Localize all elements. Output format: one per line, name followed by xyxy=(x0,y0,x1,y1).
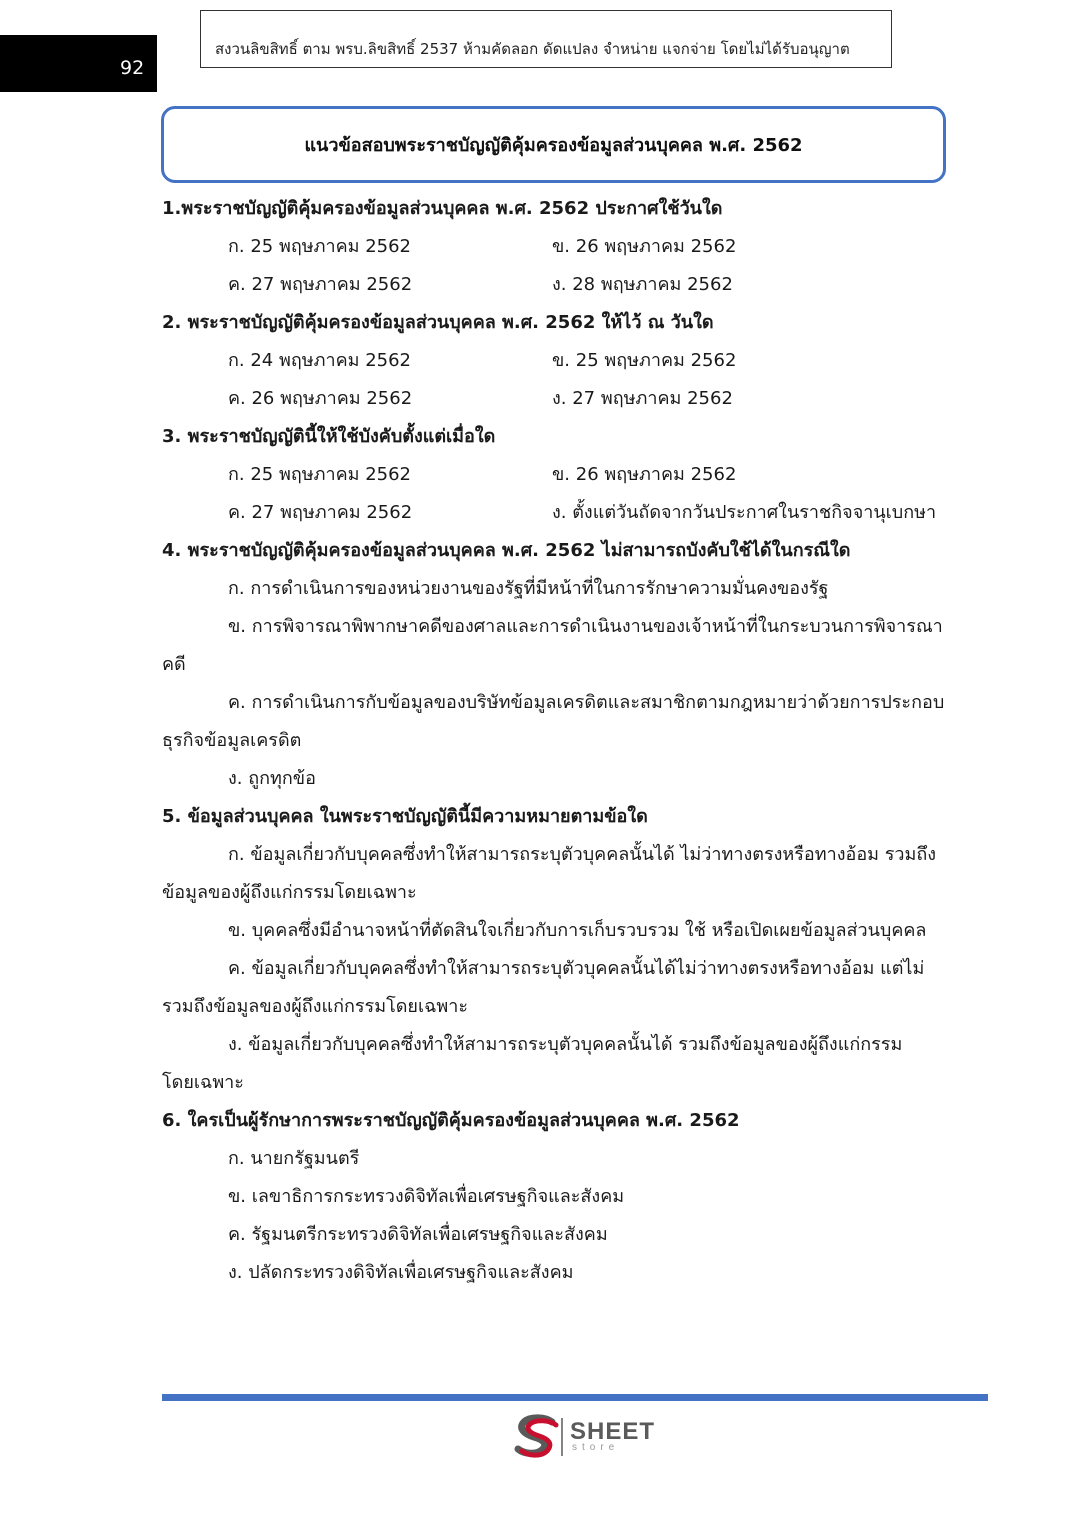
question-6: 6. ใครเป็นผู้รักษาการพระราชบัญญัติคุ้มครองข้อมูลส่วนบุคคล พ.ศ. 2562 xyxy=(162,1110,740,1131)
choice-item: ข. 26 พฤษภาคม 2562 xyxy=(552,464,737,485)
choice-item: ข. บุคคลซึ่งมีอำนาจหน้าที่ตัดสินใจเกี่ยวกับการเก็บรวบรวม ใช้ หรือเปิดเผยข้อมูลส่วนบุคคล xyxy=(228,920,927,941)
choice-item-continued: ข้อมูลของผู้ถึงแก่กรรมโดยเฉพาะ xyxy=(162,882,417,903)
copyright-notice: สงวนลิขสิทธิ์ ตาม พรบ.ลิขสิทธิ์ 2537 ห้ามคัดลอก ดัดแปลง จำหน่าย แจกจ่าย โดยไม่ได้รับอนุญาต xyxy=(200,10,892,68)
choice-row xyxy=(162,494,942,532)
question-list xyxy=(162,190,945,1292)
question-5: 5. ข้อมูลส่วนบุคคล ในพระราชบัญญัตินี้มีความหมายตามข้อใด xyxy=(162,806,648,827)
choice-item: ง. ตั้งแต่วันถัดจากวันประกาศในราชกิจจานุเบกษา xyxy=(552,502,937,523)
choice-row xyxy=(162,228,942,266)
logo-wordmark: SHEET xyxy=(570,1418,656,1445)
choice-item-continued: ธุรกิจข้อมูลเครดิต xyxy=(162,730,302,751)
choice-item: ข. 26 พฤษภาคม 2562 xyxy=(552,236,737,257)
choice-item: ข. การพิจารณาพิพากษาคดีของศาลและการดำเนินงานของเจ้าหน้าที่ในกระบวนการพิจารณา xyxy=(228,616,943,637)
choice-item: ง. ถูกทุกข้อ xyxy=(228,768,316,789)
choice-item: ก. การดำเนินการของหน่วยงานของรัฐที่มีหน้าที่ในการรักษาความมั่นคงของรัฐ xyxy=(228,578,829,599)
choice-row xyxy=(162,342,942,380)
choice-item: ค. 26 พฤษภาคม 2562 xyxy=(228,388,413,409)
logo-subtitle: store xyxy=(572,1442,620,1453)
choice-item: ค. ข้อมูลเกี่ยวกับบุคคลซึ่งทำให้สามารถระบุตัวบุคคลนั้นได้ไม่ว่าทางตรงหรือทางอ้อม แต่ไม่ xyxy=(228,958,925,979)
choice-item: ก. 25 พฤษภาคม 2562 xyxy=(228,464,412,485)
choice-item: ก. 25 พฤษภาคม 2562 xyxy=(228,236,412,257)
page-title: แนวข้อสอบพระราชบัญญัติคุ้มครองข้อมูลส่วนบุคคล พ.ศ. 2562 xyxy=(304,135,803,156)
choice-item: ง. 28 พฤษภาคม 2562 xyxy=(552,274,733,295)
question-4: 4. พระราชบัญญัติคุ้มครองข้อมูลส่วนบุคคล พ.ศ. 2562 ไม่สามารถบังคับใช้ได้ในกรณีใด xyxy=(162,540,851,561)
choice-item: ค. การดำเนินการกับข้อมูลของบริษัทข้อมูลเครดิตและสมาชิกตามกฎหมายว่าด้วยการประกอบ xyxy=(228,692,945,713)
choice-item: ก. 24 พฤษภาคม 2562 xyxy=(228,350,412,371)
choice-item: ง. ข้อมูลเกี่ยวกับบุคคลซึ่งทำให้สามารถระบุตัวบุคคลนั้นได้ รวมถึงข้อมูลของผู้ถึงแก่กรรม xyxy=(228,1034,903,1055)
page-number: 92 xyxy=(0,35,157,92)
choice-item: ก. นายกรัฐมนตรี xyxy=(228,1148,360,1169)
choice-item-continued: โดยเฉพาะ xyxy=(162,1072,244,1093)
choice-row xyxy=(162,266,942,304)
question-1: 1.พระราชบัญญัติคุ้มครองข้อมูลส่วนบุคคล พ.ศ. 2562 ประกาศใช้วันใด xyxy=(162,198,723,219)
choice-item: ง. 27 พฤษภาคม 2562 xyxy=(552,388,733,409)
footer-divider xyxy=(162,1394,988,1401)
choice-item: ข. เลขาธิการกระทรวงดิจิทัลเพื่อเศรษฐกิจและสังคม xyxy=(228,1186,625,1207)
choice-item: ค. รัฐมนตรีกระทรวงดิจิทัลเพื่อเศรษฐกิจและสังคม xyxy=(228,1224,608,1245)
choice-item-continued: คดี xyxy=(162,654,186,675)
choice-item: ง. ปลัดกระทรวงดิจิทัลเพื่อเศรษฐกิจและสังคม xyxy=(228,1262,574,1283)
choice-item: ค. 27 พฤษภาคม 2562 xyxy=(228,502,413,523)
choice-item: ค. 27 พฤษภาคม 2562 xyxy=(228,274,413,295)
choice-item: ข. 25 พฤษภาคม 2562 xyxy=(552,350,737,371)
sheet-store-logo xyxy=(512,1414,662,1460)
sheet-s-logo-icon xyxy=(512,1414,564,1460)
choice-row xyxy=(162,380,942,418)
question-2: 2. พระราชบัญญัติคุ้มครองข้อมูลส่วนบุคคล พ.ศ. 2562 ให้ไว้ ณ วันใด xyxy=(162,312,714,333)
choice-row xyxy=(162,456,942,494)
question-3: 3. พระราชบัญญัตินี้ให้ใช้บังคับตั้งแต่เมื่อใด xyxy=(162,426,496,447)
choice-item-continued: รวมถึงข้อมูลของผู้ถึงแก่กรรมโดยเฉพาะ xyxy=(162,996,469,1017)
choice-item: ก. ข้อมูลเกี่ยวกับบุคคลซึ่งทำให้สามารถระบุตัวบุคคลนั้นได้ ไม่ว่าทางตรงหรือทางอ้อม รวมถึง xyxy=(228,844,937,865)
page-title-box xyxy=(161,106,946,183)
